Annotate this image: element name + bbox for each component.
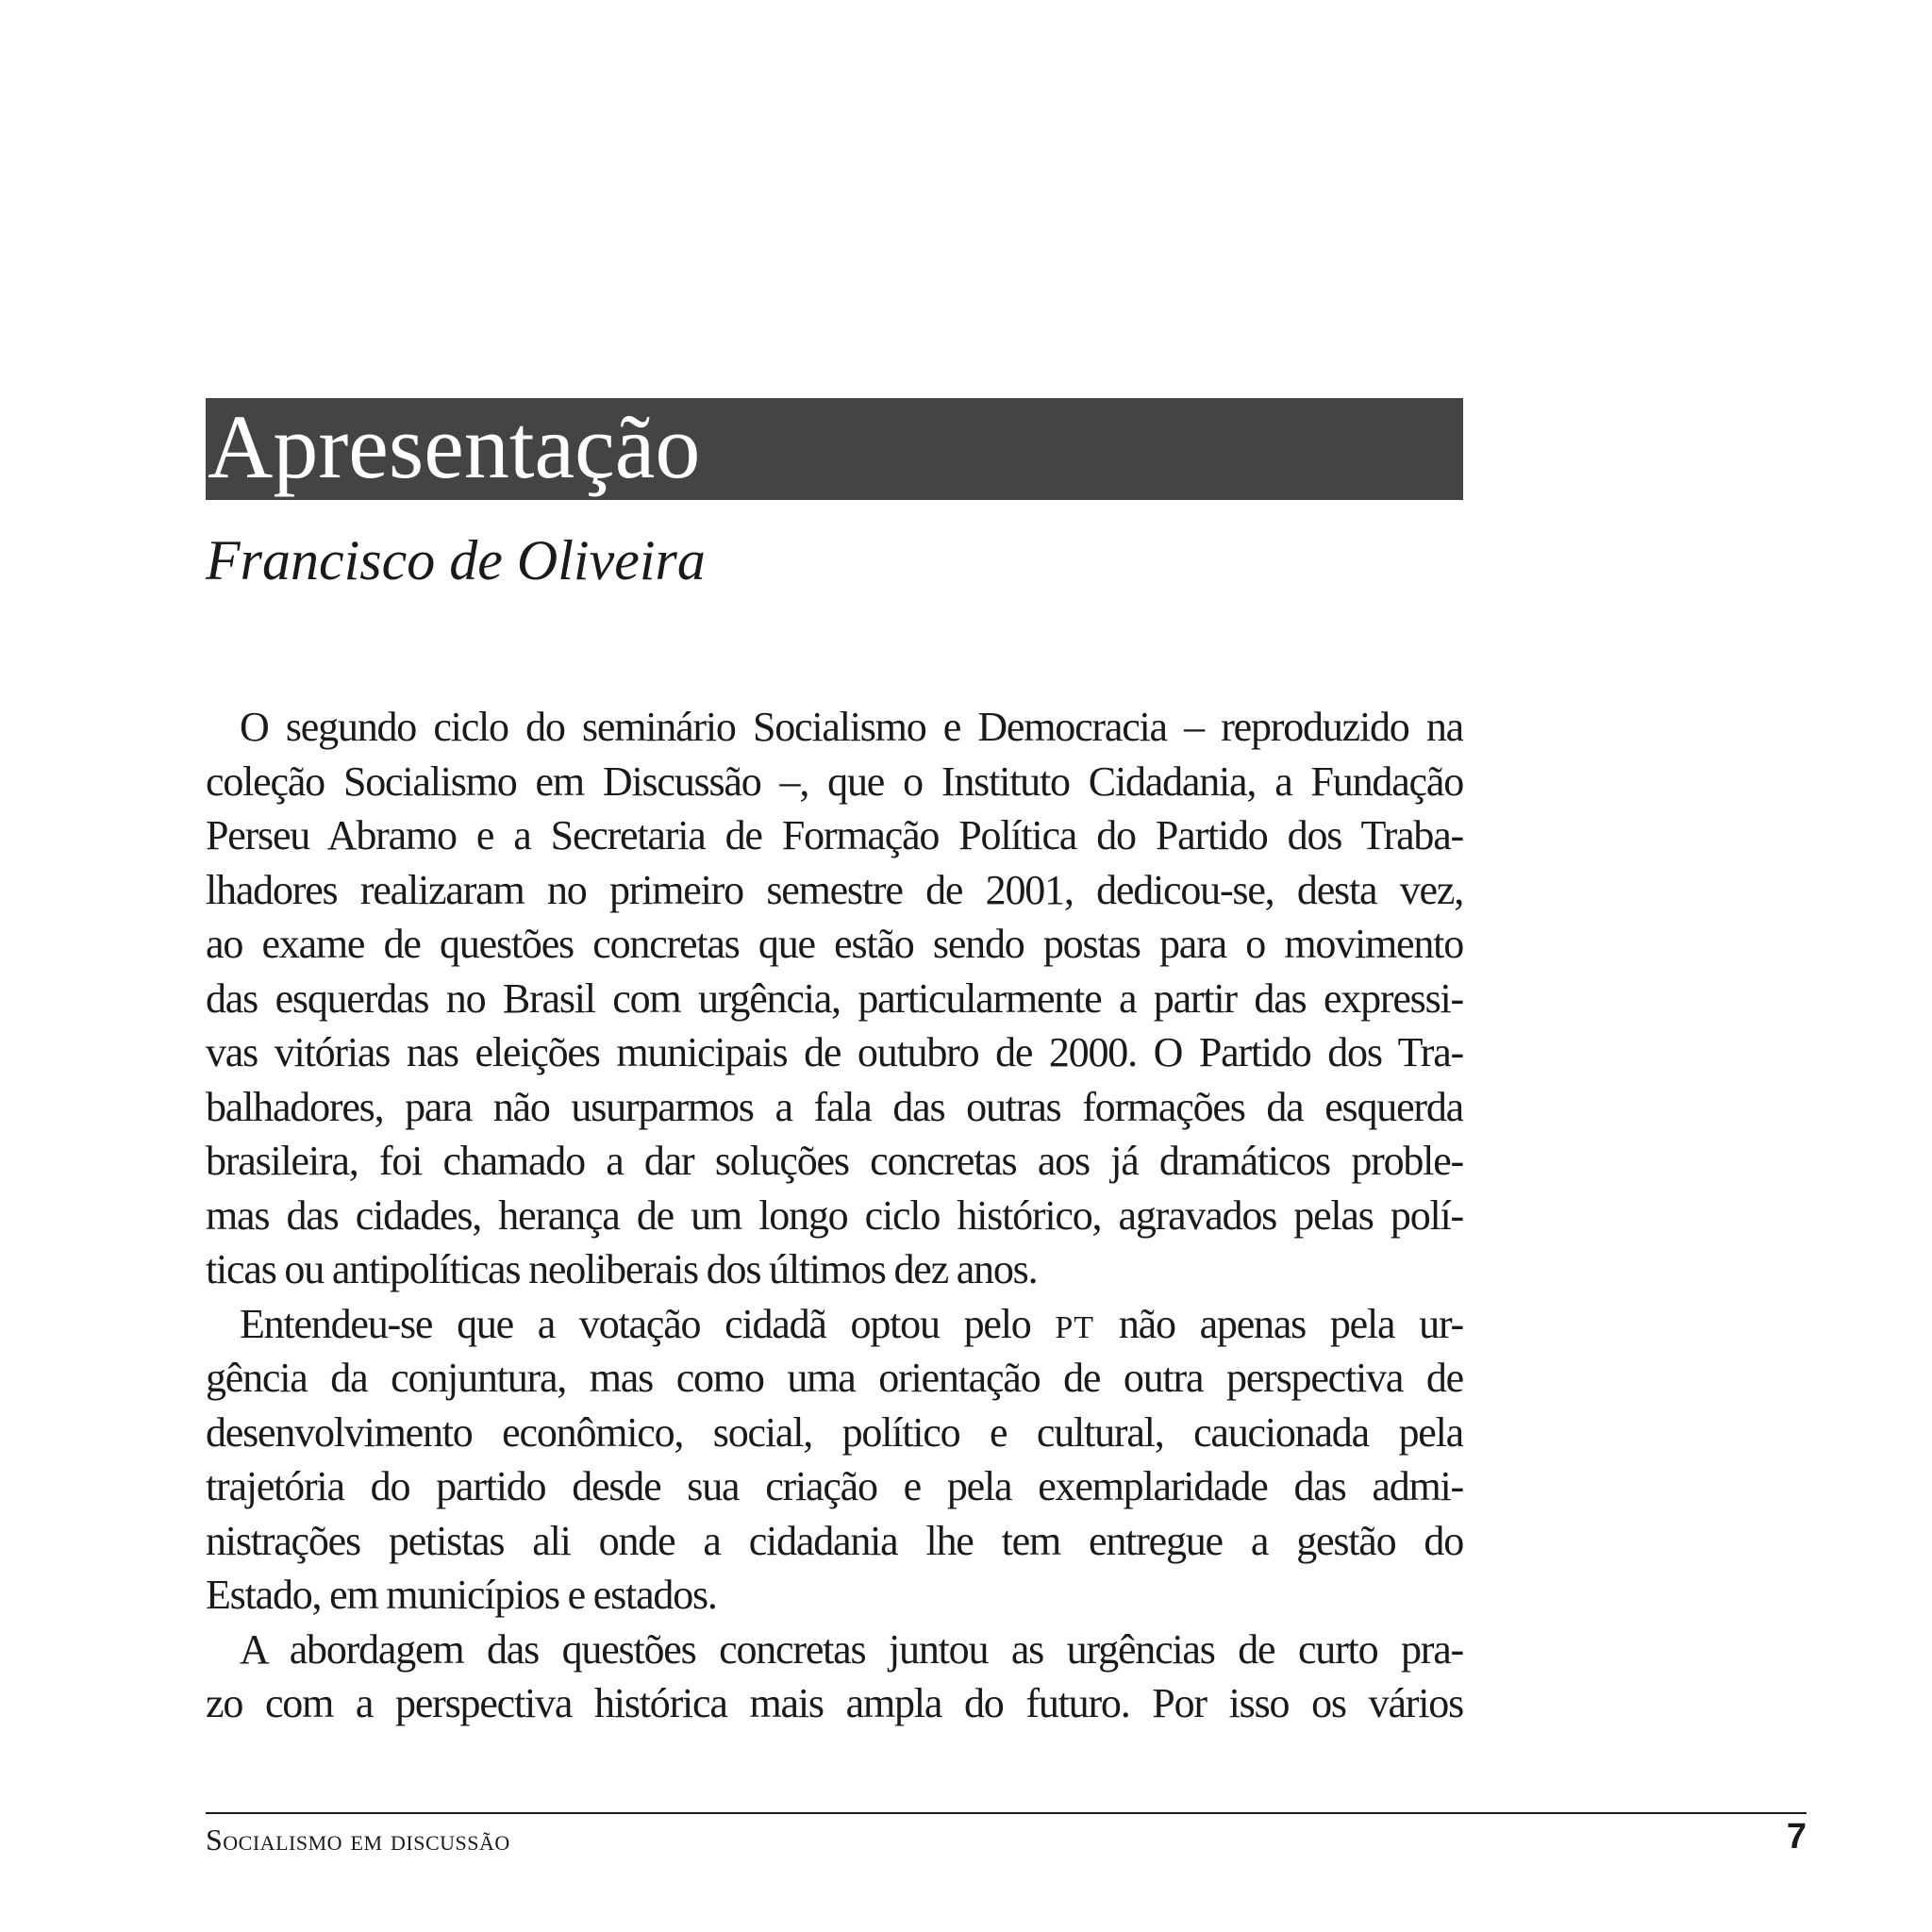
footer-title: Socialismo em discussão	[206, 1823, 510, 1857]
paragraph-line-part: Entendeu-se que a votação cidadã optou pelo	[240, 1300, 1031, 1347]
paragraph-line: vas vitórias nas eleições municipais de outubro de 2000. O Partido dos Tra-	[206, 1029, 1463, 1075]
paragraph-line: ao exame de questões concretas que estão sendo postas para o movimento	[206, 921, 1463, 967]
paragraph-line: brasileira, foi chamado a dar soluções concretas aos já dramáticos proble-	[206, 1138, 1463, 1184]
paragraph-line-mixed	[206, 1297, 1463, 1352]
abbreviation-pt: PT	[1055, 1309, 1095, 1345]
paragraph-line: desenvolvimento econômico, social, político e cultural, caucionada pela	[206, 1408, 1463, 1456]
author-name: Francisco de Oliveira	[206, 529, 706, 591]
paragraph-line: Estado, em municípios e estados.	[206, 1572, 717, 1618]
paragraph-line: zo com a perspectiva histórica mais ampla do futuro. Por isso os vários	[206, 1680, 1463, 1726]
page-title: Apresentação	[208, 396, 701, 497]
page-number: 7	[1786, 1817, 1807, 1857]
paragraph-line: lhadores realizaram no primeiro semestre de 2001, dedicou-se, desta vez,	[206, 866, 1463, 913]
paragraph-line: coleção Socialismo em Discussão –, que o Instituto Cidadania, a Fundação	[206, 758, 1463, 805]
title-bar	[206, 398, 1463, 500]
paragraph-line-part: não apenas pela ur-	[1118, 1300, 1463, 1347]
paragraph-line: das esquerdas no Brasil com urgência, particularmente a partir das expressi-	[206, 974, 1463, 1022]
paragraph-line: O segundo ciclo do seminário Socialismo e Democracia – reproduzido na	[240, 704, 1463, 750]
body-text	[206, 700, 1463, 1731]
footer-divider	[206, 1812, 1807, 1814]
paragraph-line: gência da conjuntura, mas como uma orientação de outra perspectiva de	[206, 1355, 1463, 1401]
paragraph-line: mas das cidades, herança de um longo ciclo histórico, agravados pelas polí-	[206, 1191, 1463, 1239]
paragraph-line: trajetória do partido desde sua criação e pela exemplaridade das admi-	[206, 1463, 1463, 1509]
paragraph-line: balhadores, para não usurparmos a fala das outras formações da esquerda	[206, 1083, 1463, 1130]
paragraph-line: Perseu Abramo e a Secretaria de Formação Política do Partido dos Traba-	[206, 812, 1463, 858]
paragraph-line: A abordagem das questões concretas juntou as urgências de curto pra-	[240, 1625, 1463, 1673]
paragraph-line: nistrações petistas ali onde a cidadania lhe tem entregue a gestão do	[206, 1517, 1463, 1564]
paragraph-line: ticas ou antipolíticas neoliberais dos últimos dez anos.	[206, 1246, 1038, 1292]
